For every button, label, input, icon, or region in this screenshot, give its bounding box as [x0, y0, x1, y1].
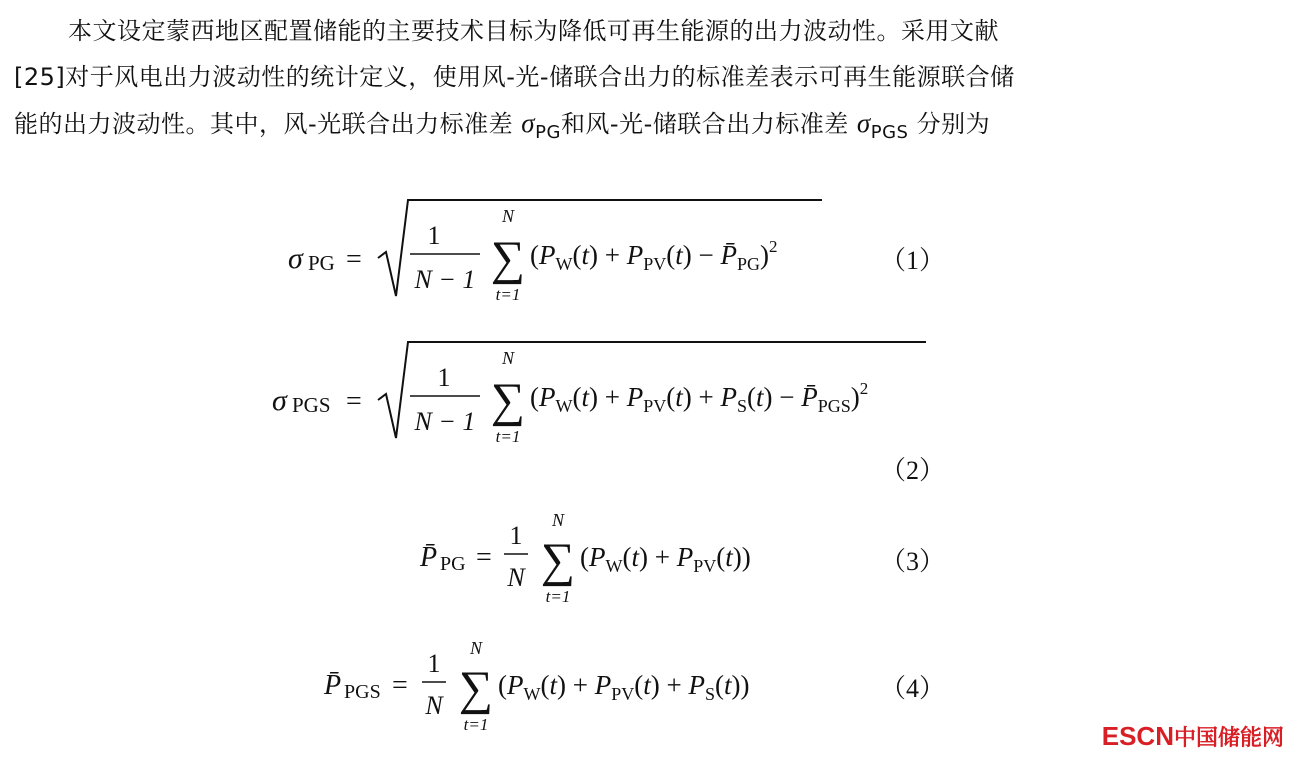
svg-text:N − 1: N − 1 — [414, 265, 476, 294]
svg-text:P̄: P̄ — [420, 542, 438, 573]
svg-text:(PW(t) + PPV(t) + PS(t) − P̄PG: ($P_W(t) + P_{PV}(t) + P_S(t)$ − $P̄_{PGS})^2$ — [530, 379, 869, 416]
svg-text:PGS: PGS — [344, 681, 381, 703]
svg-text:P̄: P̄ — [324, 670, 342, 701]
svg-text:N: N — [501, 206, 515, 226]
svg-text:σ: σ — [272, 384, 287, 417]
paragraph-line-1: 本文设定蒙西地区配置储能的主要技术目标为降低可再生能源的出力波动性。采用文献 — [68, 17, 999, 45]
svg-text:=: = — [476, 542, 492, 573]
svg-text:PGS: PGS — [292, 393, 331, 417]
svg-text:∑: ∑ — [490, 232, 526, 285]
svg-text:t=1: t=1 — [495, 427, 521, 446]
svg-text:t=1: t=1 — [545, 587, 571, 606]
equation-3 — [418, 508, 838, 622]
equation-number-1: （1） — [880, 246, 946, 275]
svg-text:N: N — [507, 563, 525, 592]
svg-text:t=1: t=1 — [495, 285, 521, 304]
paragraph-line-3: 能的出力波动性。其中，风-光联合出力标准差 $\sigma_{PG}$和风-光-储联合出力标准差 $\sigma_{PGS}$ 分别为 — [14, 108, 991, 143]
paragraph-line-2: [25]对于风电出力波动性的统计定义，使用风-光-储联合出力的标准差表示可再生能源联合储 — [14, 63, 1015, 91]
svg-text:1: 1 — [437, 363, 451, 392]
svg-text:1: 1 — [427, 221, 441, 250]
equation-4 — [322, 636, 822, 750]
svg-text:∑: ∑ — [458, 662, 494, 715]
sigma-symbol: σ — [856, 108, 871, 138]
svg-text:=: = — [392, 670, 408, 701]
svg-text:=: = — [346, 386, 362, 417]
svg-text:∑: ∑ — [540, 534, 576, 587]
equation-number-2: （2） — [880, 456, 946, 485]
escn-watermark-logo: ESCN中国储能网 — [1101, 721, 1284, 751]
svg-text:N − 1: N − 1 — [414, 407, 476, 436]
equation-number-3: （3） — [880, 547, 946, 576]
sigma-symbol: σ — [521, 108, 536, 138]
svg-text:σ: σ — [288, 242, 303, 275]
svg-text:t=1: t=1 — [463, 715, 489, 734]
svg-text:∑: ∑ — [490, 374, 526, 427]
svg-text:N: N — [501, 348, 515, 368]
equation-1 — [286, 196, 846, 320]
svg-text:(PW(t) + PPV(t)): $(P_W(t) + P_{PV}(t))$ — [580, 542, 751, 576]
svg-text:PG: PG — [440, 553, 466, 575]
svg-text:=: = — [346, 244, 362, 275]
svg-text:(PW(t) + PPV(t) + PS(t)): $(P_W(t) + P_{PV}(t) + P_S(t))$ — [498, 670, 750, 704]
equation-number-4: （4） — [880, 674, 946, 703]
svg-text:(PW(t) + PPV(t) − P̄PG)2: ($P_W(t) + P_{PV}(t)$ − $P̄_{PG})^2$ — [530, 237, 778, 274]
svg-text:N: N — [425, 691, 443, 720]
svg-text:1: 1 — [427, 649, 441, 678]
svg-text:N: N — [551, 510, 565, 530]
svg-text:PG: PG — [308, 251, 335, 275]
svg-text:N: N — [469, 638, 483, 658]
body-paragraph — [14, 8, 1214, 156]
equation-2 — [270, 338, 950, 462]
svg-text:1: 1 — [509, 521, 523, 550]
